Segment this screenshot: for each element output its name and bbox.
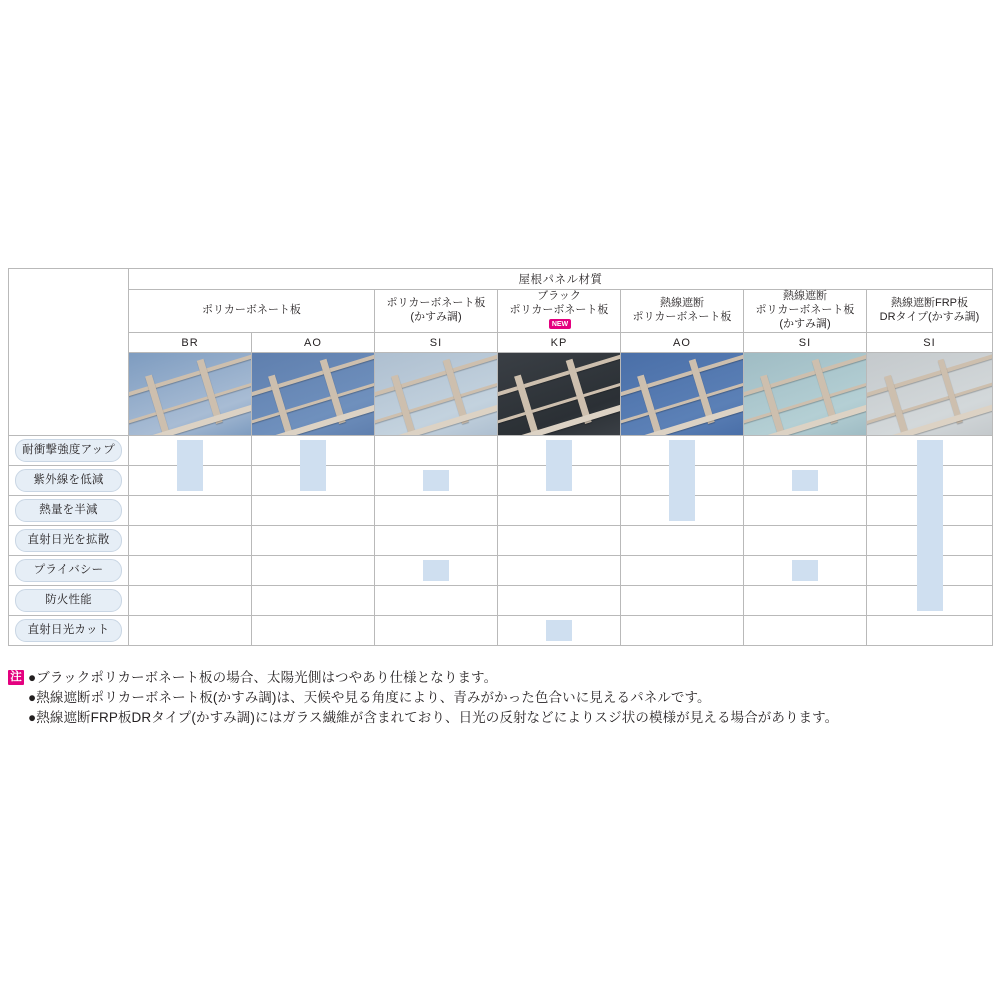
feature-cell	[744, 616, 867, 646]
table-row	[9, 526, 993, 556]
feature-cell	[744, 436, 867, 466]
feature-cell	[498, 586, 621, 616]
feature-label-cell	[9, 556, 129, 586]
material-name-line: ポリカーボネート板	[202, 304, 301, 317]
table-row	[9, 556, 993, 586]
panel-photo	[498, 353, 621, 436]
feature-label-cell	[9, 466, 129, 496]
feature-cell	[744, 526, 867, 556]
group-header: 屋根パネル材質	[129, 269, 993, 290]
table-row	[9, 466, 993, 496]
feature-cell	[252, 496, 375, 526]
material-name-line: ブラック	[537, 290, 581, 303]
material-name-line: 熱線遮断FRP板	[891, 297, 968, 310]
table-row	[9, 586, 993, 616]
feature-mark	[177, 465, 203, 491]
feature-cell	[867, 526, 993, 556]
material-spec-table	[8, 268, 992, 646]
panel-photo	[129, 353, 252, 436]
feature-label: 耐衝撃強度アップ	[15, 439, 122, 462]
notes-block	[8, 668, 992, 728]
feature-label-cell	[9, 616, 129, 646]
feature-cell	[498, 466, 621, 496]
feature-cell	[867, 556, 993, 586]
feature-cell	[744, 466, 867, 496]
panel-photo	[744, 353, 867, 436]
feature-cell	[375, 466, 498, 496]
material-name-line: 熱線遮断	[660, 297, 704, 310]
column-code: AO	[252, 333, 375, 353]
panel-photo	[375, 353, 498, 436]
table-corner	[9, 269, 129, 436]
material-header	[744, 290, 867, 333]
column-code: BR	[129, 333, 252, 353]
feature-label: 直射日光を拡散	[15, 529, 122, 552]
feature-cell	[498, 556, 621, 586]
note-text: ●ブラックポリカーボネート板の場合、太陽光側はつやあり仕様となります。	[28, 670, 498, 685]
feature-label: 熱量を半減	[15, 499, 122, 522]
feature-label-cell	[9, 526, 129, 556]
feature-mark	[300, 465, 326, 491]
note-badge: 注	[8, 670, 24, 685]
feature-cell	[129, 616, 252, 646]
feature-mark	[792, 470, 818, 491]
note-item	[8, 708, 992, 728]
feature-cell	[129, 526, 252, 556]
feature-mark	[546, 620, 572, 641]
feature-label: プライバシー	[15, 559, 122, 582]
feature-cell	[129, 466, 252, 496]
feature-cell	[744, 496, 867, 526]
feature-label-cell	[9, 436, 129, 466]
feature-mark	[917, 555, 943, 586]
note-text: ●熱線遮断ポリカーボネート板(かすみ調)は、天候や見る角度により、青みがかった色合いに見えるパネルです。	[28, 690, 711, 705]
feature-mark	[423, 560, 449, 581]
feature-cell	[252, 586, 375, 616]
feature-cell	[129, 586, 252, 616]
feature-cell	[621, 616, 744, 646]
feature-cell	[621, 436, 744, 466]
material-name-line: ポリカーボネート板	[755, 304, 855, 317]
feature-cell	[375, 496, 498, 526]
feature-cell	[621, 496, 744, 526]
feature-cell	[252, 466, 375, 496]
new-badge: NEW	[549, 319, 571, 329]
feature-cell	[867, 616, 993, 646]
material-header	[129, 290, 375, 333]
feature-mark	[423, 470, 449, 491]
feature-cell	[621, 466, 744, 496]
material-header	[375, 290, 498, 333]
note-item	[8, 668, 992, 688]
panel-photo	[867, 353, 993, 436]
feature-mark	[177, 440, 203, 466]
feature-mark	[669, 440, 695, 466]
feature-cell	[129, 436, 252, 466]
material-subname: (かすみ調)	[410, 311, 462, 323]
panel-photo	[621, 353, 744, 436]
feature-mark	[917, 585, 943, 611]
feature-mark	[917, 440, 943, 466]
column-code: SI	[375, 333, 498, 353]
feature-cell	[867, 586, 993, 616]
feature-label-cell	[9, 586, 129, 616]
panel-photo	[252, 353, 375, 436]
note-text: ●熱線遮断FRP板DRタイプ(かすみ調)にはガラス繊維が含まれており、日光の反射などによりスジ状の模様が見える場合があります。	[28, 710, 839, 725]
material-name-line: 熱線遮断	[783, 290, 827, 303]
feature-cell	[375, 616, 498, 646]
feature-cell	[498, 496, 621, 526]
material-subname: DRタイプ(かすみ調)	[879, 311, 980, 323]
note-badge-spacer	[8, 690, 24, 705]
table-row	[9, 496, 993, 526]
material-header	[867, 290, 993, 333]
feature-cell	[375, 586, 498, 616]
feature-mark	[917, 495, 943, 526]
feature-cell	[744, 586, 867, 616]
feature-mark	[917, 465, 943, 496]
feature-cell	[498, 526, 621, 556]
feature-mark	[917, 525, 943, 556]
feature-cell	[129, 556, 252, 586]
feature-mark	[669, 495, 695, 521]
feature-cell	[498, 616, 621, 646]
table-row	[9, 436, 993, 466]
feature-mark	[546, 440, 572, 466]
feature-cell	[375, 526, 498, 556]
feature-cell	[621, 586, 744, 616]
material-subname: (かすみ調)	[779, 317, 831, 330]
feature-label: 紫外線を低減	[15, 469, 122, 492]
material-header	[621, 290, 744, 333]
feature-label-cell	[9, 496, 129, 526]
matrix-table	[8, 268, 993, 646]
feature-cell	[867, 496, 993, 526]
feature-cell	[252, 556, 375, 586]
column-code: SI	[867, 333, 993, 353]
feature-cell	[375, 436, 498, 466]
feature-mark	[546, 465, 572, 491]
feature-cell	[867, 466, 993, 496]
material-name-line: ポリカーボネート板	[386, 297, 486, 310]
feature-mark	[792, 560, 818, 581]
column-code: SI	[744, 333, 867, 353]
feature-cell	[621, 526, 744, 556]
feature-cell	[375, 556, 498, 586]
note-item	[8, 688, 992, 708]
feature-cell	[129, 496, 252, 526]
column-code: AO	[621, 333, 744, 353]
feature-cell	[252, 526, 375, 556]
feature-cell	[252, 436, 375, 466]
material-name-line: ポリカーボネート板	[632, 311, 732, 323]
feature-label: 防火性能	[15, 589, 122, 612]
feature-cell	[867, 436, 993, 466]
material-name-line: ポリカーボネート板	[509, 304, 609, 317]
feature-cell	[498, 436, 621, 466]
column-code: KP	[498, 333, 621, 353]
table-row	[9, 616, 993, 646]
feature-mark	[669, 465, 695, 496]
feature-mark	[300, 440, 326, 466]
feature-label: 直射日光カット	[15, 619, 122, 642]
feature-cell	[744, 556, 867, 586]
note-badge-spacer	[8, 710, 24, 725]
material-header	[498, 290, 621, 333]
feature-cell	[621, 556, 744, 586]
feature-cell	[252, 616, 375, 646]
